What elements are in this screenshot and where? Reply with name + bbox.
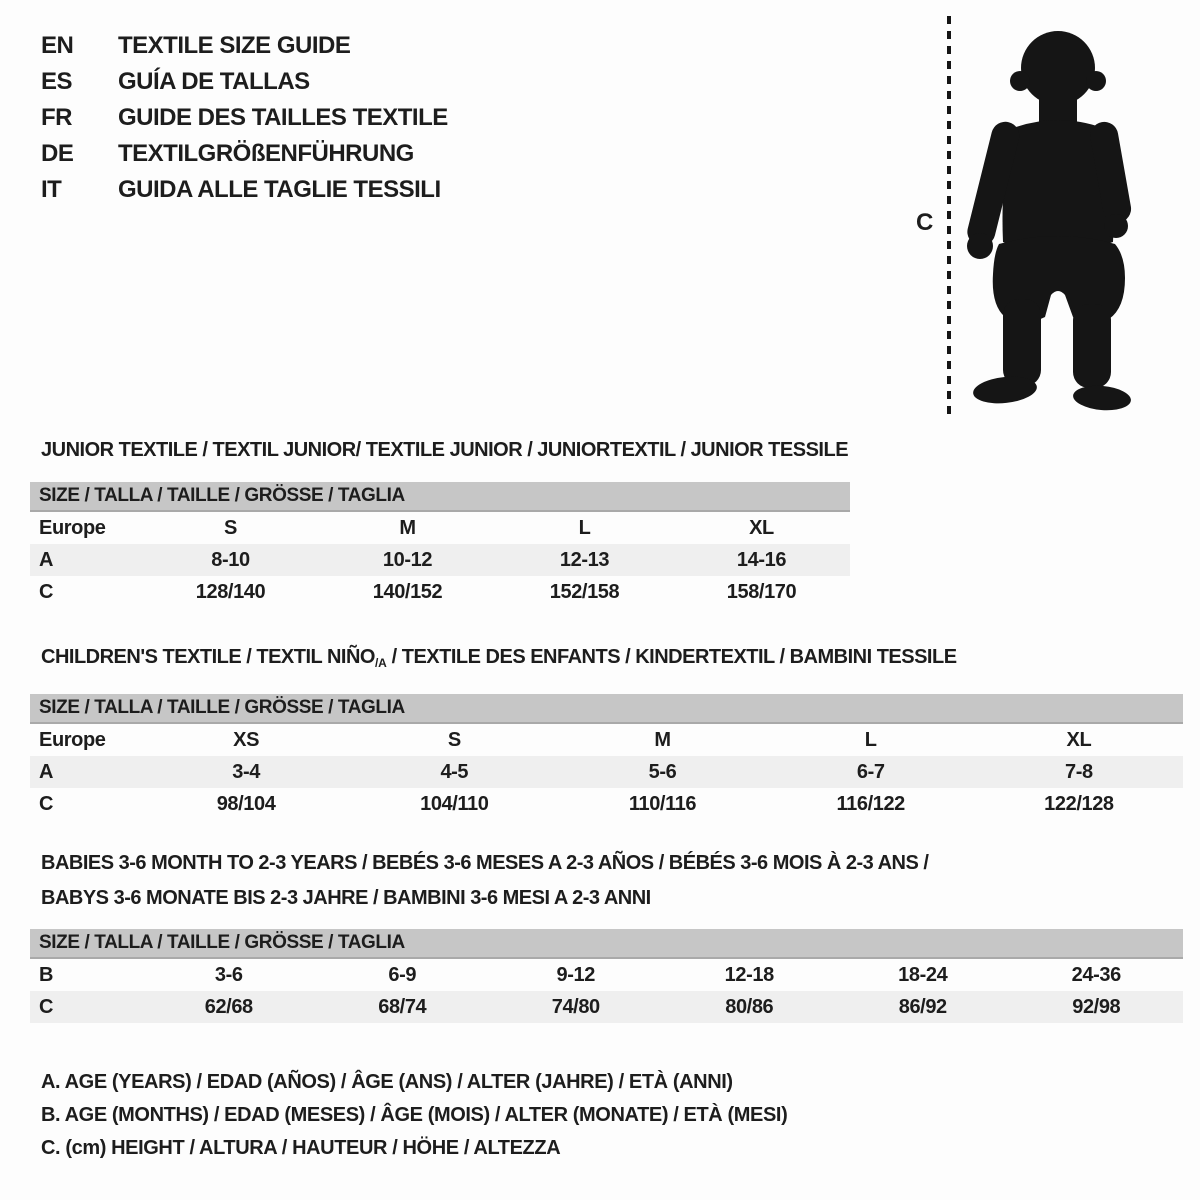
row-label: B <box>39 963 54 986</box>
language-row-de <box>41 136 448 172</box>
language-code: ES <box>41 68 73 95</box>
size-cell: 122/128 <box>1044 792 1114 815</box>
size-cell: 5-6 <box>648 760 677 783</box>
row-label: Europe <box>39 516 106 539</box>
size-cell: 98/104 <box>216 792 276 815</box>
row-label: A <box>39 760 54 783</box>
row-label: Europe <box>39 728 106 751</box>
size-cell: 9-12 <box>556 963 595 986</box>
table-size-header: SIZE / TALLA / TAILLE / GRÖSSE / TAGLIA <box>30 694 1183 724</box>
size-cell: S <box>447 728 461 751</box>
table-row-europe <box>30 724 1183 756</box>
size-cell: 92/98 <box>1072 995 1121 1018</box>
height-measure-label: C <box>916 209 934 236</box>
size-cell: 128/140 <box>195 580 266 603</box>
size-cell: M <box>654 728 671 751</box>
table-size-header: SIZE / TALLA / TAILLE / GRÖSSE / TAGLIA <box>30 929 1183 959</box>
title-subscript: /A <box>374 656 387 670</box>
table-row-a <box>30 544 850 576</box>
size-cell: L <box>578 516 591 539</box>
language-row-es <box>41 64 448 100</box>
table-row-c <box>30 788 1183 820</box>
title-text: BABIES 3-6 MONTH TO 2-3 YEARS / BEBÉS 3-6 MESES A 2-3 AÑOS / BÉBÉS 3-6 MOIS À 2-3 ANS / <box>41 852 929 874</box>
size-cell: 4-5 <box>440 760 469 783</box>
height-measure-dashed-line <box>947 16 951 416</box>
footnote-b: B. AGE (MONTHS) / EDAD (MESES) / ÂGE (MOIS) / ALTER (MONATE) / ETÀ (MESI) <box>41 1104 788 1126</box>
footnote-c: C. (cm) HEIGHT / ALTURA / HAUTEUR / HÖHE / ALTEZZA <box>41 1137 561 1159</box>
size-cell: XL <box>1066 728 1092 751</box>
size-cell: 12-13 <box>559 548 610 571</box>
size-cell: 74/80 <box>551 995 600 1018</box>
size-cell: 62/68 <box>204 995 253 1018</box>
title-text: CHILDREN'S TEXTILE / TEXTIL NIÑO <box>41 646 375 668</box>
guide-title: GUIDA ALLE TAGLIE TESSILI <box>118 176 441 203</box>
language-row-en <box>41 28 448 64</box>
size-cell: L <box>864 728 877 751</box>
row-label: A <box>39 548 54 571</box>
guide-title: GUIDE DES TAILLES TEXTILE <box>118 104 448 131</box>
size-cell: M <box>399 516 416 539</box>
section-title-junior <box>41 433 848 468</box>
size-cell: 110/116 <box>628 792 697 815</box>
size-table-children <box>30 694 1183 820</box>
toddler-baby-silhouette-icon <box>963 16 1139 418</box>
size-cell: XL <box>749 516 774 539</box>
guide-title: GUÍA DE TALLAS <box>118 68 310 95</box>
size-cell: 3-6 <box>214 963 243 986</box>
size-cell: XS <box>233 728 260 751</box>
title-text: / TEXTILE DES ENFANTS / KINDERTEXTIL / BAMBINI TESSILE <box>386 646 957 668</box>
size-cell: 6-7 <box>856 760 885 783</box>
size-cell: 14-16 <box>736 548 787 571</box>
size-cell: 24-36 <box>1071 963 1121 986</box>
table-size-header: SIZE / TALLA / TAILLE / GRÖSSE / TAGLIA <box>30 482 850 512</box>
section-title-line <box>41 846 928 881</box>
size-cell: 80/86 <box>725 995 774 1018</box>
row-label: C <box>39 580 54 603</box>
size-cell: 8-10 <box>211 548 250 571</box>
size-cell: 140/152 <box>372 580 443 603</box>
size-cell: 116/122 <box>836 792 905 815</box>
title-text: BABYS 3-6 MONATE BIS 2-3 JAHRE / BAMBINI 3-6 MESI A 2-3 ANNI <box>41 887 651 909</box>
table-row-europe <box>30 512 850 544</box>
size-table-babies <box>30 929 1183 1023</box>
guide-title: TEXTILGRÖßENFÜHRUNG <box>118 140 414 167</box>
language-title-list <box>41 28 448 208</box>
size-cell: 86/92 <box>898 995 947 1018</box>
table-row-b <box>30 959 1183 991</box>
size-cell: 12-18 <box>724 963 774 986</box>
section-title-line <box>41 433 848 468</box>
section-title-line <box>41 640 957 681</box>
guide-title: TEXTILE SIZE GUIDE <box>118 32 351 59</box>
title-text: JUNIOR TEXTILE / TEXTIL JUNIOR/ TEXTILE JUNIOR / JUNIORTEXTIL / JUNIOR TESSILE <box>41 439 849 461</box>
size-cell: 158/170 <box>726 580 797 603</box>
size-cell: 6-9 <box>388 963 417 986</box>
footnotes <box>41 1066 787 1165</box>
footnote-a: A. AGE (YEARS) / EDAD (AÑOS) / ÂGE (ANS) / ALTER (JAHRE) / ETÀ (ANNI) <box>41 1071 733 1093</box>
language-row-it <box>41 172 448 208</box>
language-row-fr <box>41 100 448 136</box>
language-code: EN <box>41 32 74 59</box>
language-code: FR <box>41 104 72 131</box>
table-row-a <box>30 756 1183 788</box>
language-code: DE <box>41 140 74 167</box>
row-label: C <box>39 995 54 1018</box>
language-code: IT <box>41 176 62 203</box>
section-title-babies <box>41 846 928 916</box>
size-cell: S <box>224 516 237 539</box>
size-cell: 18-24 <box>898 963 948 986</box>
section-title-children <box>41 640 957 681</box>
silhouette-shapes <box>964 31 1133 412</box>
row-label: C <box>39 792 54 815</box>
size-cell: 104/110 <box>420 792 489 815</box>
size-cell: 68/74 <box>378 995 427 1018</box>
table-row-c <box>30 576 850 608</box>
table-row-c <box>30 991 1183 1023</box>
size-cell: 152/158 <box>549 580 620 603</box>
size-cell: 7-8 <box>1065 760 1093 783</box>
size-table-junior <box>30 482 850 608</box>
section-title-line <box>41 881 928 916</box>
size-cell: 10-12 <box>382 548 433 571</box>
size-cell: 3-4 <box>232 760 260 783</box>
